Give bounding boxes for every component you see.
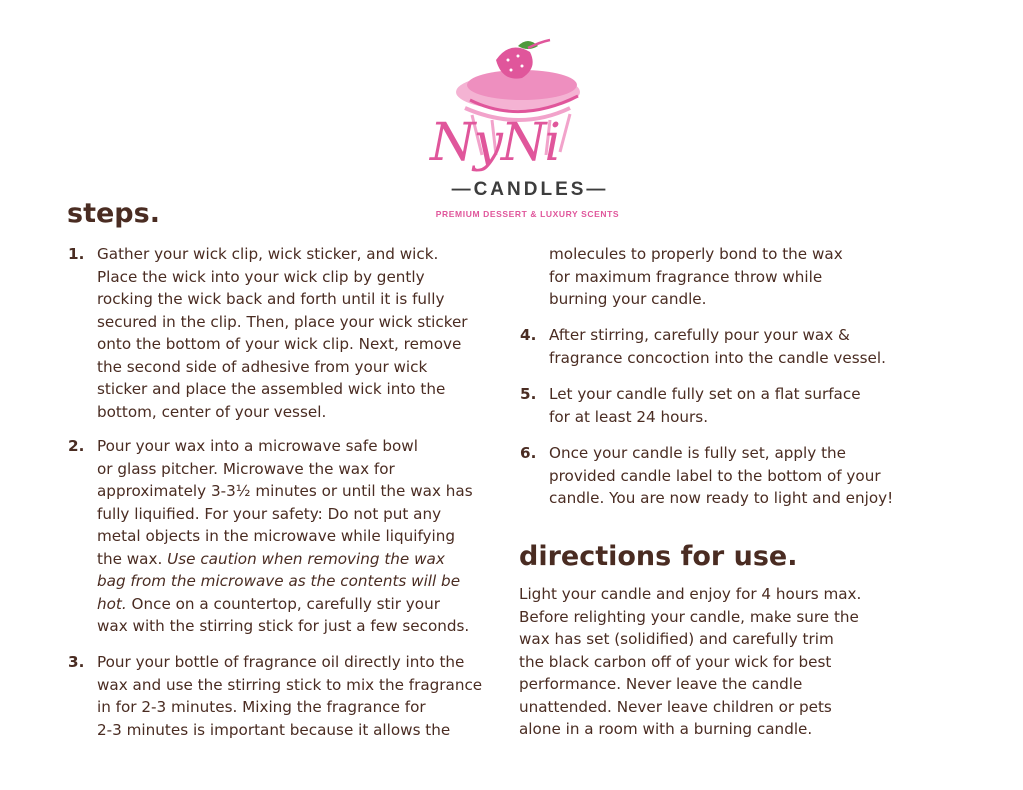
step-text: After stirring, carefully pour your wax & fragrance concoction into the candle vessel. (549, 326, 886, 367)
steps-heading: steps. (67, 198, 160, 229)
step-text: Once your candle is fully set, apply the provided candle label to the bottom of your candle. You are now ready to light and enjoy! (549, 444, 894, 507)
step-4 (520, 324, 969, 369)
step-1 (68, 243, 507, 423)
step-number: 3. (68, 653, 85, 671)
step-text-part: Pour your wax into a microwave safe bowl or glass pitcher. Microwave the wax for approximately 3-3½ minutes or until the wax has fully liquified. For your safety: Do not put any metal objects in the microwave while liquifying the wax. (97, 437, 473, 568)
step-3-continued (549, 243, 969, 311)
step-text: Gather your wick clip, wick sticker, and wick. Place the wick into your wick clip by gently rocking the wick back and forth until it is fully secured in the clip. Then, place your wick sticker onto the bottom of your wick clip. Next, remove the second side of adhesive from your wick sticker and place the assembled wick into the bottom, center of your vessel. (97, 245, 468, 421)
step-caution-text: Use caution when removing the wax bag from the microwave as the contents will be hot. (97, 549, 461, 613)
brand-name: NyNi (430, 113, 560, 173)
step-text: Pour your bottle of fragrance oil directly into the wax and use the stirring stick to mix the fragrance in for 2-3 minutes. Mixing the fragrance for 2-3 minutes is important because it allows the (97, 653, 483, 739)
brand-tagline: PREMIUM DESSERT & LUXURY SCENTS (435, 209, 620, 219)
step-6 (520, 442, 969, 510)
brand-subtitle: —CANDLES— (451, 179, 609, 200)
step-5 (520, 383, 969, 428)
step-text (97, 435, 507, 638)
directions-heading: directions for use. (519, 541, 798, 572)
directions-text: Light your candle and enjoy for 4 hours max. Before relighting your candle, make sure the wax has set (solidified) and carefully trim the black carbon off of your wick for best performance. Never leave the candle unattended. Never leave children or pets alone in a room with a burning candle. (519, 585, 862, 738)
brand-logo (410, 30, 640, 225)
step-2 (68, 435, 507, 638)
step-text: Let your candle fully set on a flat surface for at least 24 hours. (549, 385, 861, 426)
step-number: 6. (520, 444, 537, 462)
step-number: 1. (68, 245, 85, 263)
step-number: 5. (520, 385, 537, 403)
step-3 (68, 651, 507, 741)
step-text-part: Once on a countertop, carefully stir your wax with the stirring stick for just a few seconds. (97, 594, 470, 635)
step-number: 2. (68, 437, 85, 455)
step-number: 4. (520, 326, 537, 344)
step-text: molecules to properly bond to the wax for maximum fragrance throw while burning your candle. (549, 245, 843, 308)
